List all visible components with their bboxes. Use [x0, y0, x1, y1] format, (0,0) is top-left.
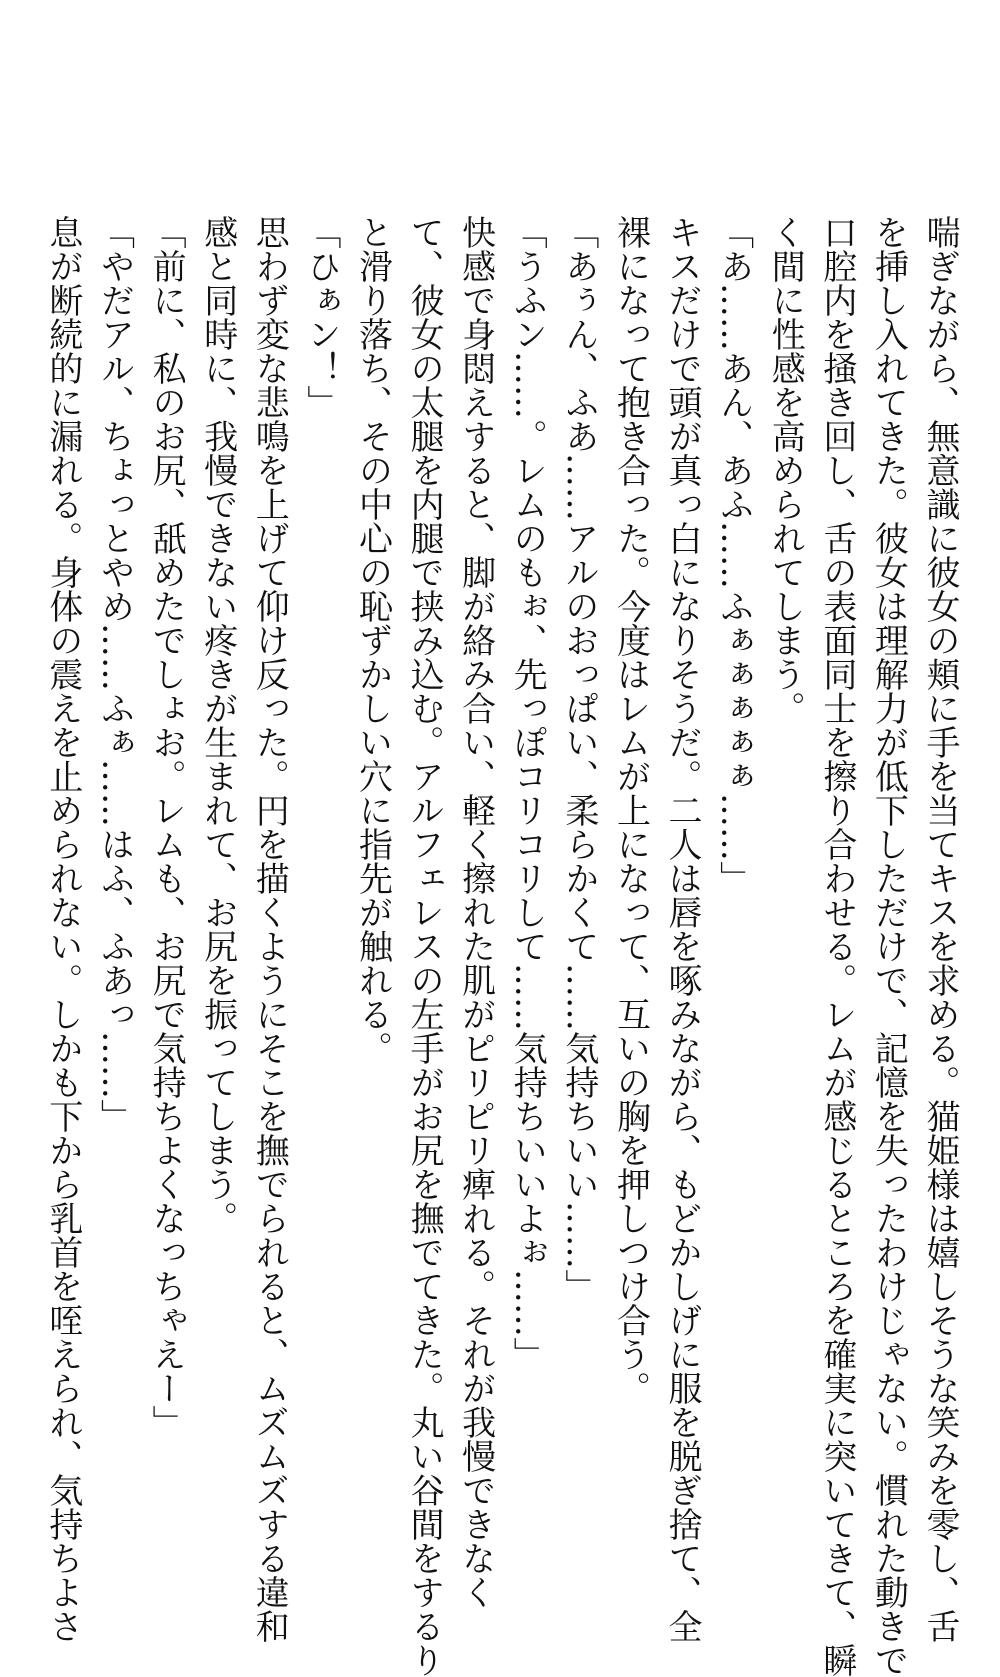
- text-line: キスだけで頭が真っ白になりそうだ。二人は唇を啄みながら、もどかしげに服を脱ぎ捨て、全: [662, 215, 703, 1643]
- text-line: 思わず変な悲鳴を上げて仰け反った。円を描くようにそこを撫でられると、ムズムズする違和: [249, 215, 290, 1643]
- dialogue-line: 「やだアル、ちょっとやめ……ふぁ……はふ、ふあっ……」: [94, 215, 135, 1133]
- text-line: て、彼女の太腿を内腿で挟み込む。アルフェレスの左手がお尻を撫でてきた。丸い谷間をするり: [404, 215, 445, 1677]
- dialogue-line: 「前に、私のお尻、舐めたでしょお。レムも、お尻で気持ちよくなっちゃえー」: [146, 215, 187, 1439]
- text-line: 喘ぎながら、無意識に彼女の頬に手を当てキスを求める。猫姫様は嬉しそうな笑みを零し、舌: [920, 215, 960, 1643]
- text-line: 快感で身悶えすると、脚が絡み合い、軽く擦れた肌がピリピリ痺れる。それが我慢できなく: [455, 215, 496, 1609]
- text-line: を挿し入れてきた。彼女は理解力が低下しただけで、記憶を失ったわけじゃない。慣れた動きで: [868, 215, 909, 1677]
- dialogue-line: 「あ……あん、あふ……ふぁぁぁぁぁ……」: [713, 215, 754, 895]
- text-line: と滑り落ち、その中心の恥ずかしい穴に指先が触れる。: [352, 215, 393, 1065]
- dialogue-line: 「あぅん、ふあ……アルのおっぱい、柔らかくて……気持ちいい……」: [558, 215, 599, 1303]
- text-line: 息が断続的に漏れる。身体の震えを止められない。しかも下から乳首を咥えられ、気持ちよさ: [42, 215, 83, 1643]
- text-line: 裸になって抱き合った。今度はレムが上になって、互いの胸を押しつけ合う。: [610, 215, 651, 1405]
- vertical-text-body: [36, 215, 965, 1677]
- text-line: 感と同時に、我慢できない疼きが生まれて、お尻を振ってしまう。: [197, 215, 238, 1235]
- dialogue-line: 「ひぁン！」: [300, 215, 341, 419]
- dialogue-line: 「うふン……。レムのもぉ、先っぽコリコリして……気持ちいいよぉ……」: [507, 215, 548, 1371]
- text-line: 口腔内を掻き回し、舌の表面同士を擦り合わせる。レムが感じるところを確実に突いてきて、瞬: [816, 215, 857, 1677]
- text-line: く間に性感を高められてしまう。: [765, 215, 806, 725]
